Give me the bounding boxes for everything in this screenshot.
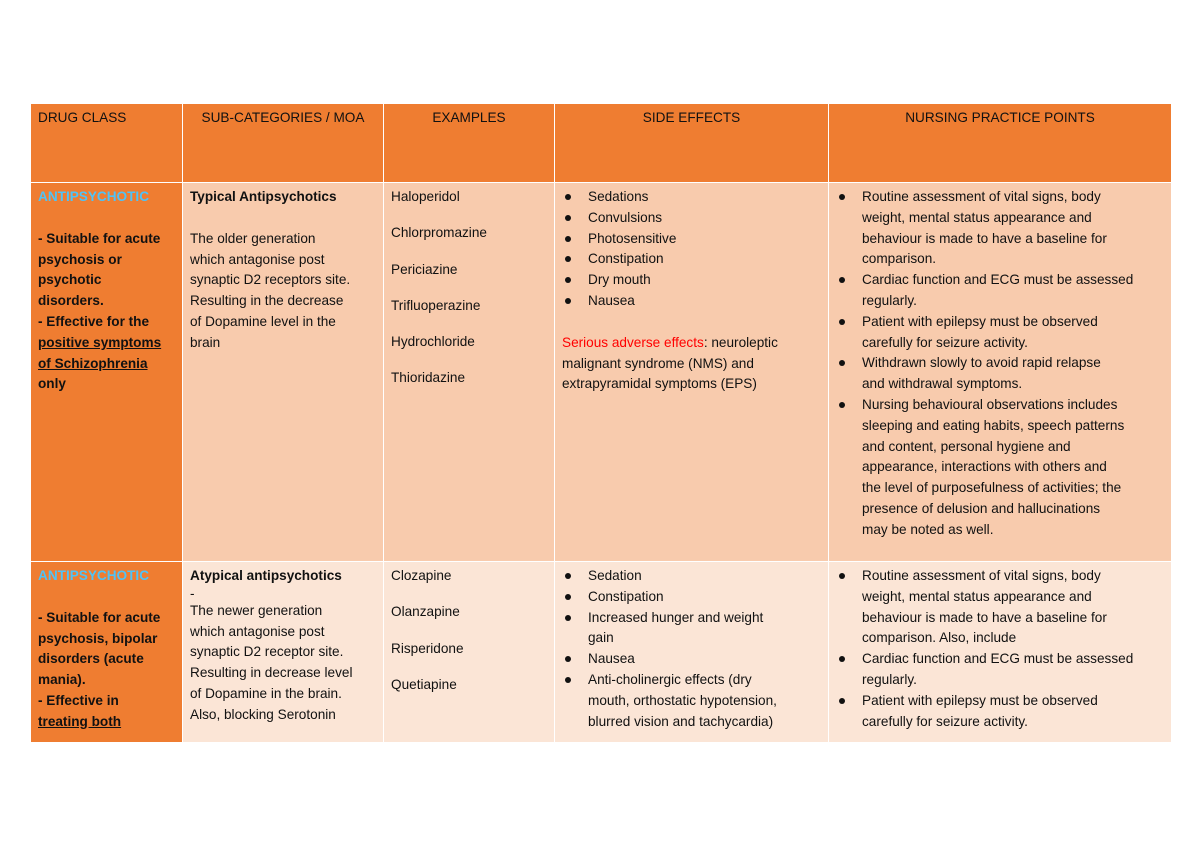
drug-class-line: psychosis or: [38, 251, 122, 267]
moa-line: Also, blocking Serotonin: [190, 706, 336, 722]
header-sub-categories: SUB-CATEGORIES / MOA: [183, 104, 384, 183]
side-effects-cell: [555, 183, 829, 562]
drug-class-table: [30, 103, 1172, 743]
drug-class-cell: [31, 562, 183, 743]
drug-class-line: - Effective in: [38, 692, 119, 708]
serious-effects-label: Serious adverse effects: [562, 334, 704, 350]
list-item: Dry mouth: [562, 270, 821, 291]
moa-line: which antagonise post: [190, 251, 325, 267]
drug-class-line: - Suitable for acute: [38, 230, 161, 246]
bullet-icon: [565, 236, 571, 242]
drug-class-underlined: positive symptoms: [38, 334, 162, 350]
serious-effects-line: malignant syndrome (NMS) and: [562, 355, 754, 371]
subcategory-cell: [183, 183, 384, 562]
bullet-icon: [565, 277, 571, 283]
bullet-icon: [565, 215, 571, 221]
list-item: Constipation: [562, 587, 821, 608]
bullet-icon: [839, 319, 845, 325]
subcategory-title: Typical Antipsychotics: [190, 189, 337, 204]
bullet-icon: [839, 360, 845, 366]
example-drug: Periciazine: [391, 261, 458, 277]
drug-class-line: - Effective for the: [38, 313, 150, 329]
list-item: Increased hunger and weight gain: [562, 608, 821, 650]
table-row: [31, 562, 1172, 743]
moa-line: The older generation: [190, 230, 316, 246]
list-item: Nausea: [562, 649, 821, 670]
nursing-list: [836, 187, 1164, 541]
list-item: Sedations: [562, 187, 821, 208]
moa-line: brain: [190, 334, 221, 350]
bullet-icon: [565, 677, 571, 683]
bullet-icon: [839, 656, 845, 662]
header-nursing-points: NURSING PRACTICE POINTS: [829, 104, 1172, 183]
list-item: Anti-cholinergic effects (dry mouth, orthostatic hypotension, blurred vision and tachycardia): [562, 670, 821, 732]
drug-class-underlined: treating both: [38, 713, 122, 729]
list-item: Routine assessment of vital signs, body weight, mental status appearance and behaviour is made to have a baseline for comparison. Also, include: [836, 566, 1164, 649]
moa-line: synaptic D2 receptors site.: [190, 272, 351, 288]
list-item: Cardiac function and ECG must be assessed regularly.: [836, 649, 1164, 691]
list-item: Sedation: [562, 566, 821, 587]
header-examples: EXAMPLES: [384, 104, 555, 183]
moa-line: -: [190, 585, 195, 601]
example-drug: Clozapine: [391, 568, 452, 583]
list-item: Routine assessment of vital signs, body weight, mental status appearance and behaviour is made to have a baseline for comparison.: [836, 187, 1164, 270]
header-side-effects: SIDE EFFECTS: [555, 104, 829, 183]
example-drug: Hydrochloride: [391, 334, 475, 350]
example-drug: Olanzapine: [391, 604, 460, 620]
bullet-icon: [565, 298, 571, 304]
drug-class-underlined: of Schizophrenia: [38, 355, 148, 371]
table-row: [31, 183, 1172, 562]
list-item: Convulsions: [562, 208, 821, 229]
subcategory-title: Atypical antipsychotics: [190, 568, 342, 583]
drug-class-line: only: [38, 376, 66, 392]
example-drug: Quetiapine: [391, 676, 457, 692]
list-item: Cardiac function and ECG must be assessed regularly.: [836, 270, 1164, 312]
bullet-icon: [565, 194, 571, 200]
serious-effects-line: extrapyramidal symptoms (EPS): [562, 376, 757, 392]
list-item: Patient with epilepsy must be observed carefully for seizure activity.: [836, 312, 1164, 354]
drug-class-line: mania).: [38, 672, 86, 688]
example-drug: Thioridazine: [391, 370, 466, 386]
bullet-icon: [839, 573, 845, 579]
subcategory-cell: [183, 562, 384, 743]
bullet-icon: [839, 194, 845, 200]
bullet-icon: [565, 656, 571, 662]
example-drug: Haloperidol: [391, 189, 460, 204]
example-drug: Chlorpromazine: [391, 225, 487, 241]
nursing-cell: [829, 183, 1172, 562]
bullet-icon: [839, 277, 845, 283]
moa-line: Resulting in the decrease: [190, 293, 344, 309]
list-item: Patient with epilepsy must be observed carefully for seizure activity.: [836, 691, 1164, 733]
side-effects-list: [562, 187, 821, 312]
nursing-list: [836, 566, 1164, 732]
list-item: Withdrawn slowly to avoid rapid relapse and withdrawal symptoms.: [836, 353, 1164, 395]
list-item: Nursing behavioural observations includes sleeping and eating habits, speech patterns and content, personal hygiene and appearance, interactions with others and the level of purposefulness of activities; the presence of delusion and hallucinations may be noted as well.: [836, 395, 1164, 541]
side-effects-cell: [555, 562, 829, 743]
drug-class-line: disorders.: [38, 293, 104, 309]
bullet-icon: [565, 256, 571, 262]
example-drug: Risperidone: [391, 640, 464, 656]
examples-cell: [384, 562, 555, 743]
nursing-cell: [829, 562, 1172, 743]
side-effects-list: [562, 566, 821, 732]
moa-line: The newer generation: [190, 602, 323, 618]
drug-class-title: ANTIPSYCHOTIC: [38, 189, 150, 204]
examples-cell: [384, 183, 555, 562]
bullet-icon: [565, 615, 571, 621]
serious-effects-text: Serious adverse effects: neuroleptic: [562, 334, 778, 350]
moa-line: Resulting in decrease level: [190, 665, 353, 681]
bullet-icon: [565, 594, 571, 600]
list-item: Nausea: [562, 291, 821, 312]
example-drug: Trifluoperazine: [391, 297, 481, 313]
drug-class-line: - Suitable for acute: [38, 609, 161, 625]
drug-class-line: disorders (acute: [38, 651, 144, 667]
moa-line: of Dopamine in the brain.: [190, 685, 342, 701]
drug-class-line: psychosis, bipolar: [38, 630, 158, 646]
moa-line: which antagonise post: [190, 623, 325, 639]
bullet-icon: [565, 573, 571, 579]
header-row: [31, 104, 1172, 183]
drug-class-line: psychotic: [38, 272, 102, 288]
moa-line: synaptic D2 receptor site.: [190, 644, 344, 660]
header-drug-class: DRUG CLASS: [31, 104, 183, 183]
drug-class-cell: [31, 183, 183, 562]
list-item: Photosensitive: [562, 229, 821, 250]
moa-line: of Dopamine level in the: [190, 313, 336, 329]
list-item: Constipation: [562, 249, 821, 270]
bullet-icon: [839, 402, 845, 408]
drug-class-title: ANTIPSYCHOTIC: [38, 568, 150, 583]
bullet-icon: [839, 698, 845, 704]
